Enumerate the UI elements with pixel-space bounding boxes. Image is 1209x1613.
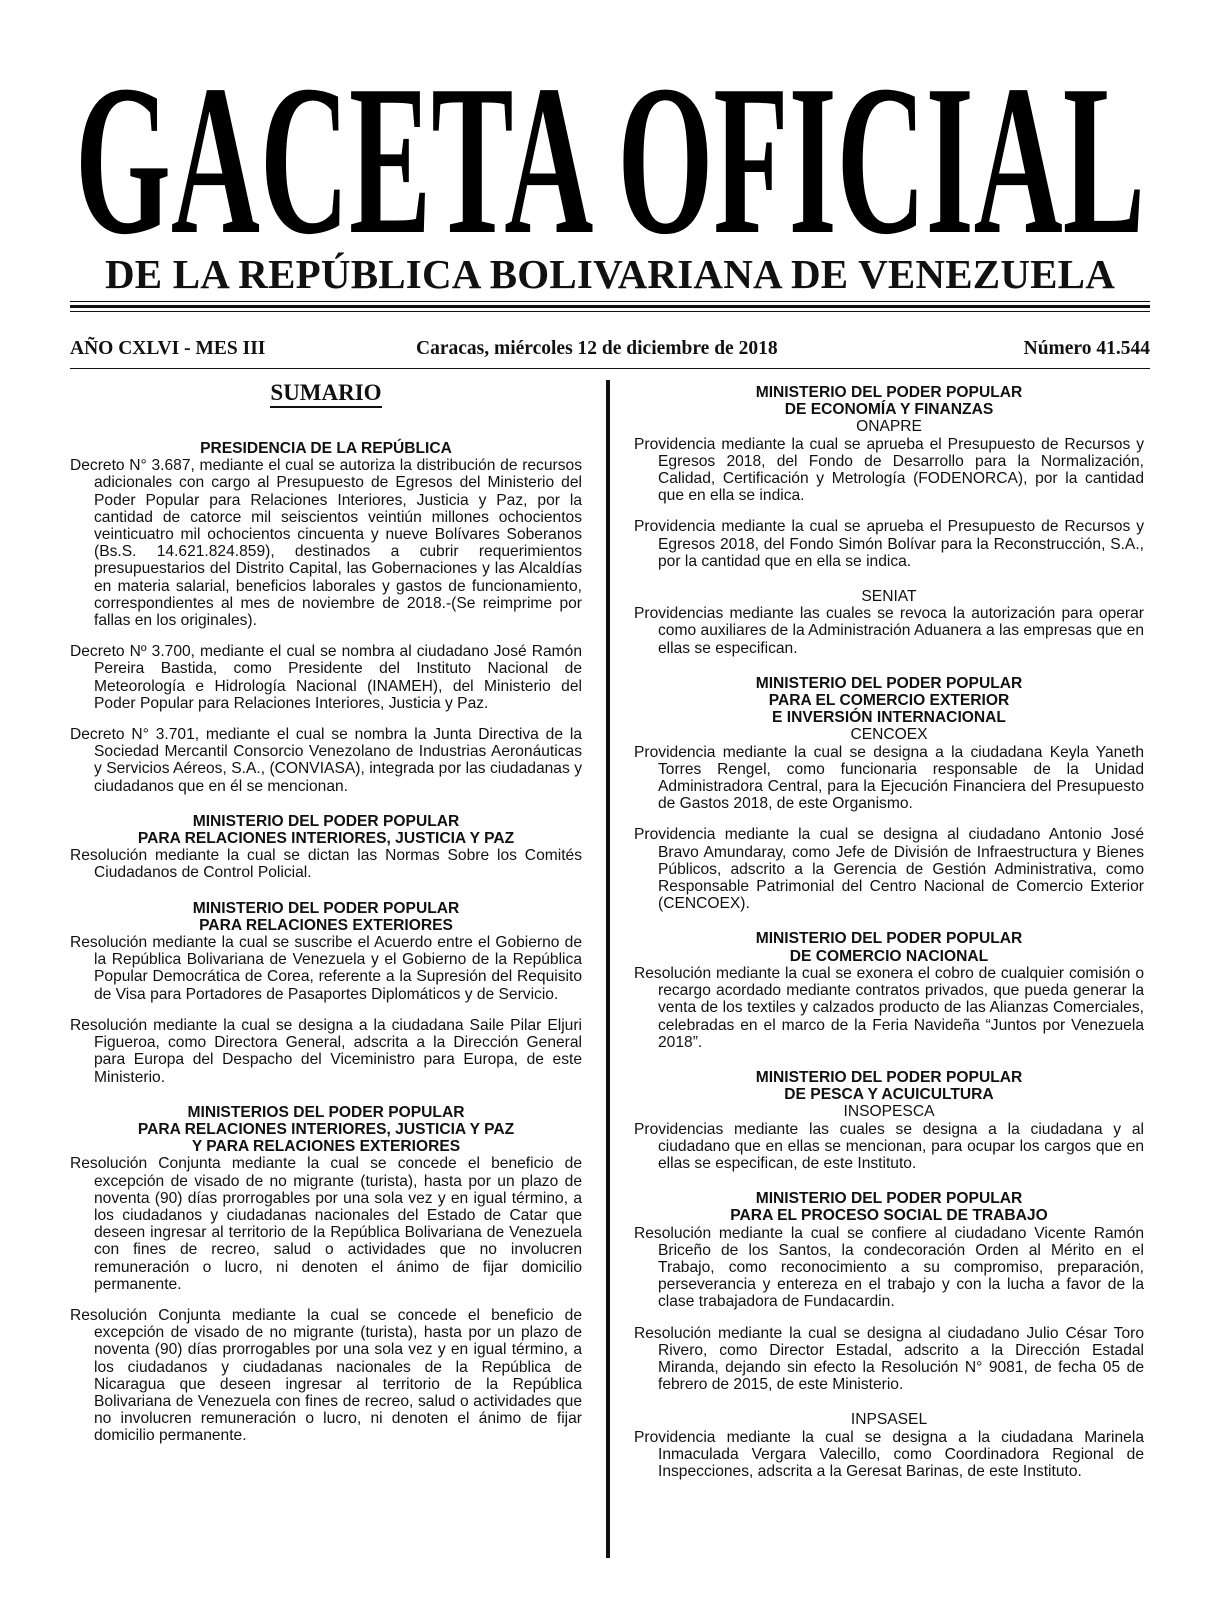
header-rule-top bbox=[70, 301, 1150, 302]
agency-label: INSOPESCA bbox=[843, 1103, 935, 1121]
header-rule-bottom bbox=[70, 311, 1150, 312]
issue-number: Número 41.544 bbox=[1023, 338, 1150, 359]
issue-year-month: AÑO CXLVI - MES III bbox=[70, 338, 266, 359]
org-heading-line: DE COMERCIO NACIONAL bbox=[789, 947, 989, 965]
org-heading-line: PARA EL PROCESO SOCIAL DE TRABAJO bbox=[730, 1207, 1048, 1225]
issue-place-date: Caracas, miércoles 12 de diciembre de 2018 bbox=[416, 338, 778, 359]
org-heading-line: E INVERSIÓN INTERNACIONAL bbox=[772, 709, 1006, 727]
summary-left-column bbox=[70, 440, 582, 1463]
org-heading-line: DE PESCA Y ACUICULTURA bbox=[784, 1086, 994, 1104]
masthead-title-text: GACETA OFICIAL bbox=[75, 60, 1145, 250]
org-heading-line: PARA RELACIONES INTERIORES, JUSTICIA Y PAZ bbox=[137, 830, 515, 848]
section-org-heading bbox=[634, 1069, 1144, 1103]
section-org-heading bbox=[634, 1190, 1144, 1224]
section-org-heading bbox=[70, 900, 582, 934]
org-heading-line: PARA EL COMERCIO EXTERIOR bbox=[768, 692, 1010, 710]
summary-entry: Providencia mediante la cual se designa al ciudadano Antonio José Bravo Amundaray, como Jefe de División de Infraestructura y Bienes Públicos, adscrito a la Gerencia de Gestión Administrativa, como Responsable Patrimonial del Centro Nacional de Comercio Exterior (CENCOEX). bbox=[634, 826, 1144, 913]
agency-label: CENCOEX bbox=[850, 726, 928, 744]
summary-entry: Resolución mediante la cual se designa al ciudadano Julio César Toro Rivero, como Director Estadal, adscrito a la Dirección Estadal Miranda, dejando sin efecto la Resolución N° 9081, de fecha 05 de febrero de 2015, de este Ministerio. bbox=[634, 1324, 1144, 1394]
masthead-title bbox=[70, 60, 1150, 250]
summary-entry: Decreto N° 3.701, mediante el cual se nombra la Junta Directiva de la Sociedad Mercantil Consorcio Venezolano de Industrias Aeronáuticas y Servicios Aéreos, S.A., (CONVIASA), integrada por las ciudadanas y ciudadanos que en él se mencionan. bbox=[70, 726, 582, 795]
masthead-title-svg bbox=[70, 60, 1150, 250]
summary-entry: Providencias mediante las cuales se revoca la autorización para operar como auxiliares de la Administración Aduanera a las empresas que en ellas se especifican. bbox=[634, 605, 1144, 657]
org-heading-line: MINISTERIO DEL PODER POPULAR bbox=[192, 899, 460, 917]
summary-entry: Resolución mediante la cual se designa a la ciudadana Saile Pilar Eljuri Figueroa, como Directora General, adscrita a la Dirección General para Europa del Despacho del Viceministro para Europa, de este Ministerio. bbox=[70, 1016, 582, 1086]
summary-entry: Decreto Nº 3.700, mediante el cual se nombra al ciudadano José Ramón Pereira Bastida, como Presidente del Instituto Nacional de Meteorología e Hidrología Nacional (INAMEH), del Ministerio del Poder Popular para Relaciones Interiores, Justicia y Paz. bbox=[70, 643, 582, 712]
issue-rule bbox=[70, 368, 1150, 369]
org-heading-line: MINISTERIO DEL PODER POPULAR bbox=[755, 674, 1023, 692]
org-heading-line: Y PARA RELACIONES EXTERIORES bbox=[191, 1138, 461, 1156]
agency-label: INPSASEL bbox=[850, 1411, 928, 1429]
column-divider bbox=[606, 380, 610, 1558]
org-heading-line: MINISTERIO DEL PODER POPULAR bbox=[755, 1190, 1023, 1208]
section-org-heading bbox=[70, 813, 582, 847]
summary-entry: Providencia mediante la cual se designa a la ciudadana Marinela Inmaculada Vergara Valecillo, como Coordinadora Regional de Inspecciones, adscrita a la Geresat Barinas, de este Instituto. bbox=[634, 1428, 1144, 1480]
summary-entry: Providencia mediante la cual se designa a la ciudadana Keyla Yaneth Torres Rengel, como funcionaria responsable de la Unidad Administradora Central, para la Ejecución Financiera del Presupuesto de Gastos 2018, de este Organismo. bbox=[634, 743, 1144, 813]
org-heading-line: PARA RELACIONES EXTERIORES bbox=[199, 916, 453, 934]
section-org-heading bbox=[634, 384, 1144, 418]
summary-entry: Decreto N° 3.687, mediante el cual se autoriza la distribución de recursos adicionales con cargo al Presupuesto de Egresos del Ministerio del Poder Popular para Relaciones Interiores, Justicia y Paz, por la cantidad de catorce mil seiscientos veintiún millones ochocientos veinticuatro mil ochocientos cincuenta y nueve Bolívares Soberanos (Bs.S. 14.621.824.859), destinados a cubrir requerimientos presupuestarios del Distrito Capital, las Gobernaciones y las Alcaldías en materia salarial, beneficios laborales y gastos de funcionamiento, correspondientes al mes de noviembre de 2018.-(Se reimprime por fallas en los originales). bbox=[70, 457, 582, 630]
agency-label: ONAPRE bbox=[856, 418, 922, 436]
org-heading-line: MINISTERIO DEL PODER POPULAR bbox=[755, 1068, 1023, 1086]
summary-entry: Providencias mediante las cuales se designa a la ciudadana y al ciudadano que en ellas se mencionan, para ocupar los cargos que en ellas se especifican, de este Instituto. bbox=[634, 1120, 1144, 1172]
org-heading-line: MINISTERIOS DEL PODER POPULAR bbox=[187, 1103, 465, 1121]
summary-entry: Resolución mediante la cual se dictan las Normas Sobre los Comités Ciudadanos de Control Policial. bbox=[70, 847, 582, 882]
header-rule-double bbox=[70, 305, 1150, 308]
summary-entry: Resolución Conjunta mediante la cual se concede el beneficio de excepción de visado de no migrante (turista), hasta por un plazo de noventa (90) días prorrogables por una sola vez y en igual término, a los ciudadanos y ciudadanas nacionales de la República de Nicaragua que deseen ingresar al territorio de la República Bolivariana de Venezuela con fines de recreo, salud o actividades que no involucren remuneración o lucro, ni denoten el ánimo de fijar domicilio permanente. bbox=[70, 1306, 582, 1445]
summary-heading-text: SUMARIO bbox=[270, 380, 381, 408]
agency-label: SENIAT bbox=[861, 588, 917, 606]
org-heading-line: PRESIDENCIA DE LA REPÚBLICA bbox=[200, 440, 452, 457]
section-org-heading bbox=[634, 930, 1144, 964]
org-heading-line: MINISTERIO DEL PODER POPULAR bbox=[755, 930, 1023, 948]
section-org-heading bbox=[634, 675, 1144, 727]
section-org-heading bbox=[70, 1104, 582, 1156]
summary-entry: Resolución mediante la cual se exonera el cobro de cualquier comisión o recargo acordado mediante contratos privados, que pueda generar la venta de los textiles y calzados producto de las Alianzas Comerciales, celebradas en el marco de la Feria Navideña “Juntos por Venezuela 2018”. bbox=[634, 964, 1144, 1051]
masthead-subtitle: DE LA REPÚBLICA BOLIVARIANA DE VENEZUELA bbox=[104, 251, 1116, 297]
summary-right-column bbox=[634, 384, 1144, 1498]
summary-entry: Providencia mediante la cual se aprueba el Presupuesto de Recursos y Egresos 2018, del Fondo de Desarrollo para la Normalización, Calidad, Certificación y Metrología (FODENORCA), por la cantidad que en ella se indica. bbox=[634, 435, 1144, 505]
summary-heading bbox=[70, 380, 582, 406]
org-heading-line: PARA RELACIONES INTERIORES, JUSTICIA Y PAZ bbox=[137, 1120, 515, 1138]
summary-entry: Providencia mediante la cual se aprueba el Presupuesto de Recursos y Egresos 2018, del Fondo Simón Bolívar para la Reconstrucción, S.A., por la cantidad que en ella se indica. bbox=[634, 518, 1144, 570]
org-heading-line: MINISTERIO DEL PODER POPULAR bbox=[755, 384, 1023, 401]
summary-entry: Resolución Conjunta mediante la cual se concede el beneficio de excepción de visado de no migrante (turista), hasta por un plazo de noventa (90) días prorrogables por una sola vez y en igual término, a los ciudadanos y ciudadanas nacionales del Estado de Catar que deseen ingresar al territorio de la República Bolivariana de Venezuela con fines de recreo, salud o actividades que no involucren remuneración o lucro, ni denoten el ánimo de fijar domicilio permanente. bbox=[70, 1155, 582, 1293]
section-org-heading bbox=[70, 440, 582, 457]
org-heading-line: DE ECONOMÍA Y FINANZAS bbox=[784, 401, 994, 419]
summary-entry: Resolución mediante la cual se confiere al ciudadano Vicente Ramón Briceño de los Santos, la condecoración Orden al Mérito en el Trabajo, como reconocimiento a su compromiso, preparación, perseverancia y entereza en el trabajo y con la lucha a favor de la clase trabajadora de Fundacardin. bbox=[634, 1224, 1144, 1311]
org-heading-line: MINISTERIO DEL PODER POPULAR bbox=[192, 812, 460, 830]
summary-entry: Resolución mediante la cual se suscribe el Acuerdo entre el Gobierno de la República Bolivariana de Venezuela y el Gobierno de la República Popular Democrática de Corea, referente a la Supresión del Requisito de Visa para Portadores de Pasaportes Diplomáticos y de Servicio. bbox=[70, 934, 582, 1003]
